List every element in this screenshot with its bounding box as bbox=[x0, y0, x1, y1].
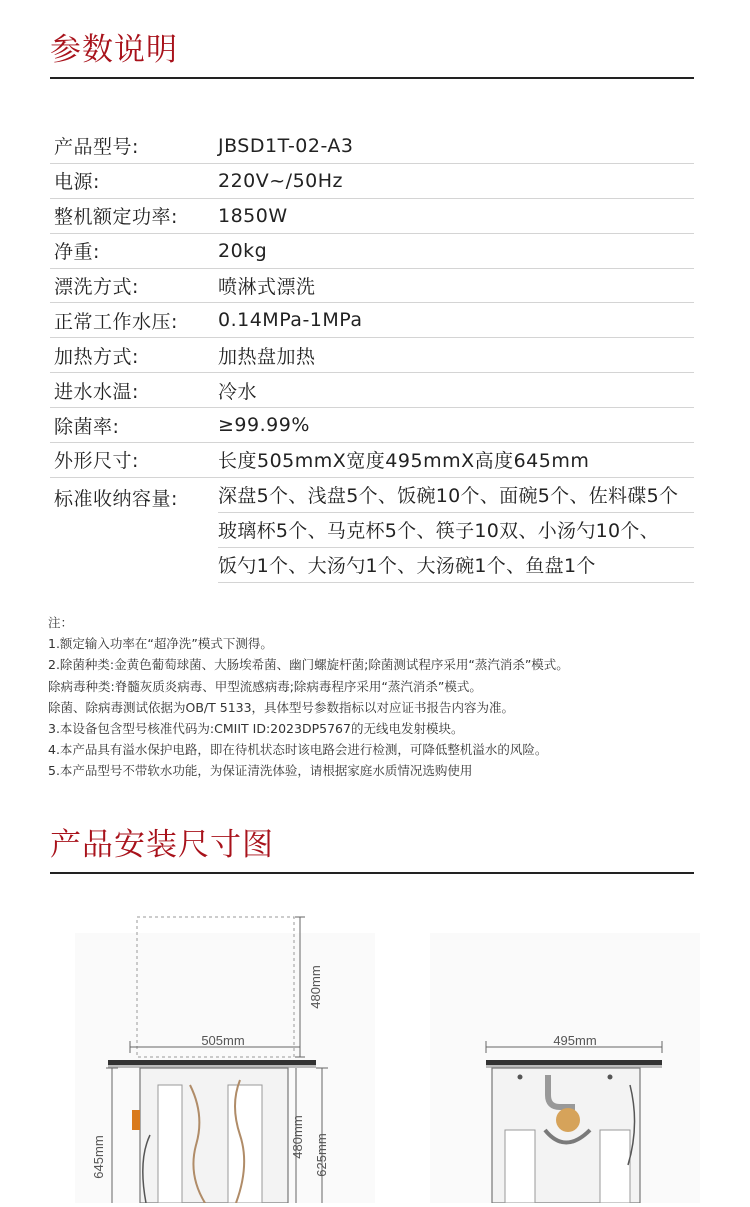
spec-value: 1850W bbox=[218, 204, 288, 227]
spec-label: 标准收纳容量: bbox=[54, 487, 178, 510]
params-title-divider bbox=[50, 77, 694, 79]
dim-label-total-height: 645mm bbox=[91, 1135, 106, 1179]
side-inner-tank-right bbox=[600, 1130, 630, 1203]
capacity-line: 饭勺1个、大汤勺1个、大汤碗1个、鱼盘1个 bbox=[218, 548, 694, 583]
note-line: 1.额定输入功率在“超净洗”模式下测得。 bbox=[48, 636, 273, 652]
spec-label: 外形尺寸: bbox=[54, 450, 139, 473]
spec-label: 产品型号: bbox=[54, 136, 139, 159]
note-line: 4.本产品具有溢水保护电路，即在待机状态时该电路会进行检测，可降低整机溢水的风险。 bbox=[48, 742, 548, 758]
spec-row-inlet-temp bbox=[50, 373, 694, 408]
spec-row-heating-method bbox=[50, 338, 694, 373]
spec-row-net-weight bbox=[50, 234, 694, 269]
dim-label-side-width: 495mm bbox=[553, 1033, 597, 1048]
note-line: 除菌、除病毒测试依据为OB/T 5133，具体型号参数指标以对应证书报告内容为准。 bbox=[48, 699, 515, 715]
spec-value: 0.14MPa-1MPa bbox=[218, 309, 363, 332]
side-pump bbox=[556, 1108, 580, 1132]
spec-table bbox=[50, 129, 694, 583]
capacity-line: 玻璃杯5个、马克杯5个、筷子10双、小汤勺10个、 bbox=[218, 513, 694, 548]
spec-value: 20kg bbox=[218, 239, 268, 262]
note-line: 除病毒种类:脊髓灰质炎病毒、甲型流感病毒;除病毒程序采用“蒸汽消杀”模式。 bbox=[48, 678, 482, 694]
spec-value: ≥99.99% bbox=[218, 414, 310, 437]
dim-label-front-width: 505mm bbox=[201, 1033, 245, 1048]
note-line: 5.本产品型号不带软水功能，为保证清洗体验，请根据家庭水质情况选购使用 bbox=[48, 763, 473, 779]
spec-label: 漂洗方式: bbox=[54, 276, 139, 298]
spec-row-dimensions bbox=[50, 443, 694, 478]
capacity-lines bbox=[218, 478, 694, 583]
spec-value: 长度505mmX宽度495mmX高度645mm bbox=[218, 450, 590, 473]
spec-row-water-pressure bbox=[50, 303, 694, 338]
install-dimension-diagram bbox=[0, 885, 750, 1203]
note-heading: 注： bbox=[48, 615, 74, 630]
spec-label: 除菌率: bbox=[54, 415, 120, 438]
spec-label: 整机额定功率: bbox=[54, 206, 178, 229]
dim-label-body-height-2: 625mm bbox=[314, 1133, 329, 1177]
spec-row-sterilization bbox=[50, 408, 694, 443]
note-line: 2.除菌种类:金黄色葡萄球菌、大肠埃希菌、幽门螺旋杆菌;除菌测试程序采用“蒸汽消杀”模式。 bbox=[48, 657, 569, 673]
dim-label-body-height: 480mm bbox=[290, 1115, 305, 1159]
spec-label: 净重: bbox=[54, 241, 100, 264]
spec-label: 进水水温: bbox=[54, 380, 139, 403]
spec-label: 加热方式: bbox=[54, 345, 139, 368]
spec-value: 冷水 bbox=[218, 380, 258, 403]
countertop bbox=[108, 1060, 316, 1065]
notes-block bbox=[48, 612, 708, 782]
spec-value: 220V~/50Hz bbox=[218, 169, 344, 192]
spec-row-rinse-method bbox=[50, 269, 694, 304]
capacity-line: 深盘5个、浅盘5个、饭碗10个、面碗5个、佐料碟5个 bbox=[218, 478, 694, 513]
note-line: 3.本设备包含型号核准代码为:CMIIT ID:2023DP5767的无线电发射模块。 bbox=[48, 721, 464, 737]
spec-row-capacity bbox=[50, 478, 694, 583]
valve bbox=[132, 1110, 140, 1130]
side-screw bbox=[518, 1075, 523, 1080]
spec-label: 电源: bbox=[54, 171, 100, 194]
side-inner-tank bbox=[505, 1130, 535, 1203]
params-section-title: 参数说明 bbox=[50, 32, 178, 68]
spec-row-model bbox=[50, 129, 694, 164]
inner-tank-right bbox=[228, 1085, 262, 1203]
spec-label: 正常工作水压: bbox=[54, 310, 178, 333]
spec-value: JBSD1T-02-A3 bbox=[218, 134, 354, 157]
spec-row-rated-power bbox=[50, 199, 694, 234]
spec-value: 加热盘加热 bbox=[218, 345, 316, 368]
install-section-title: 产品安装尺寸图 bbox=[50, 827, 274, 863]
inner-tank-left bbox=[158, 1085, 182, 1203]
install-title-divider bbox=[50, 872, 694, 874]
spec-row-power-supply bbox=[50, 164, 694, 199]
side-countertop bbox=[486, 1060, 662, 1065]
side-screw bbox=[608, 1075, 613, 1080]
spec-value: 喷淋式漂洗 bbox=[218, 276, 316, 298]
dim-label-door-height: 480mm bbox=[308, 965, 323, 1009]
